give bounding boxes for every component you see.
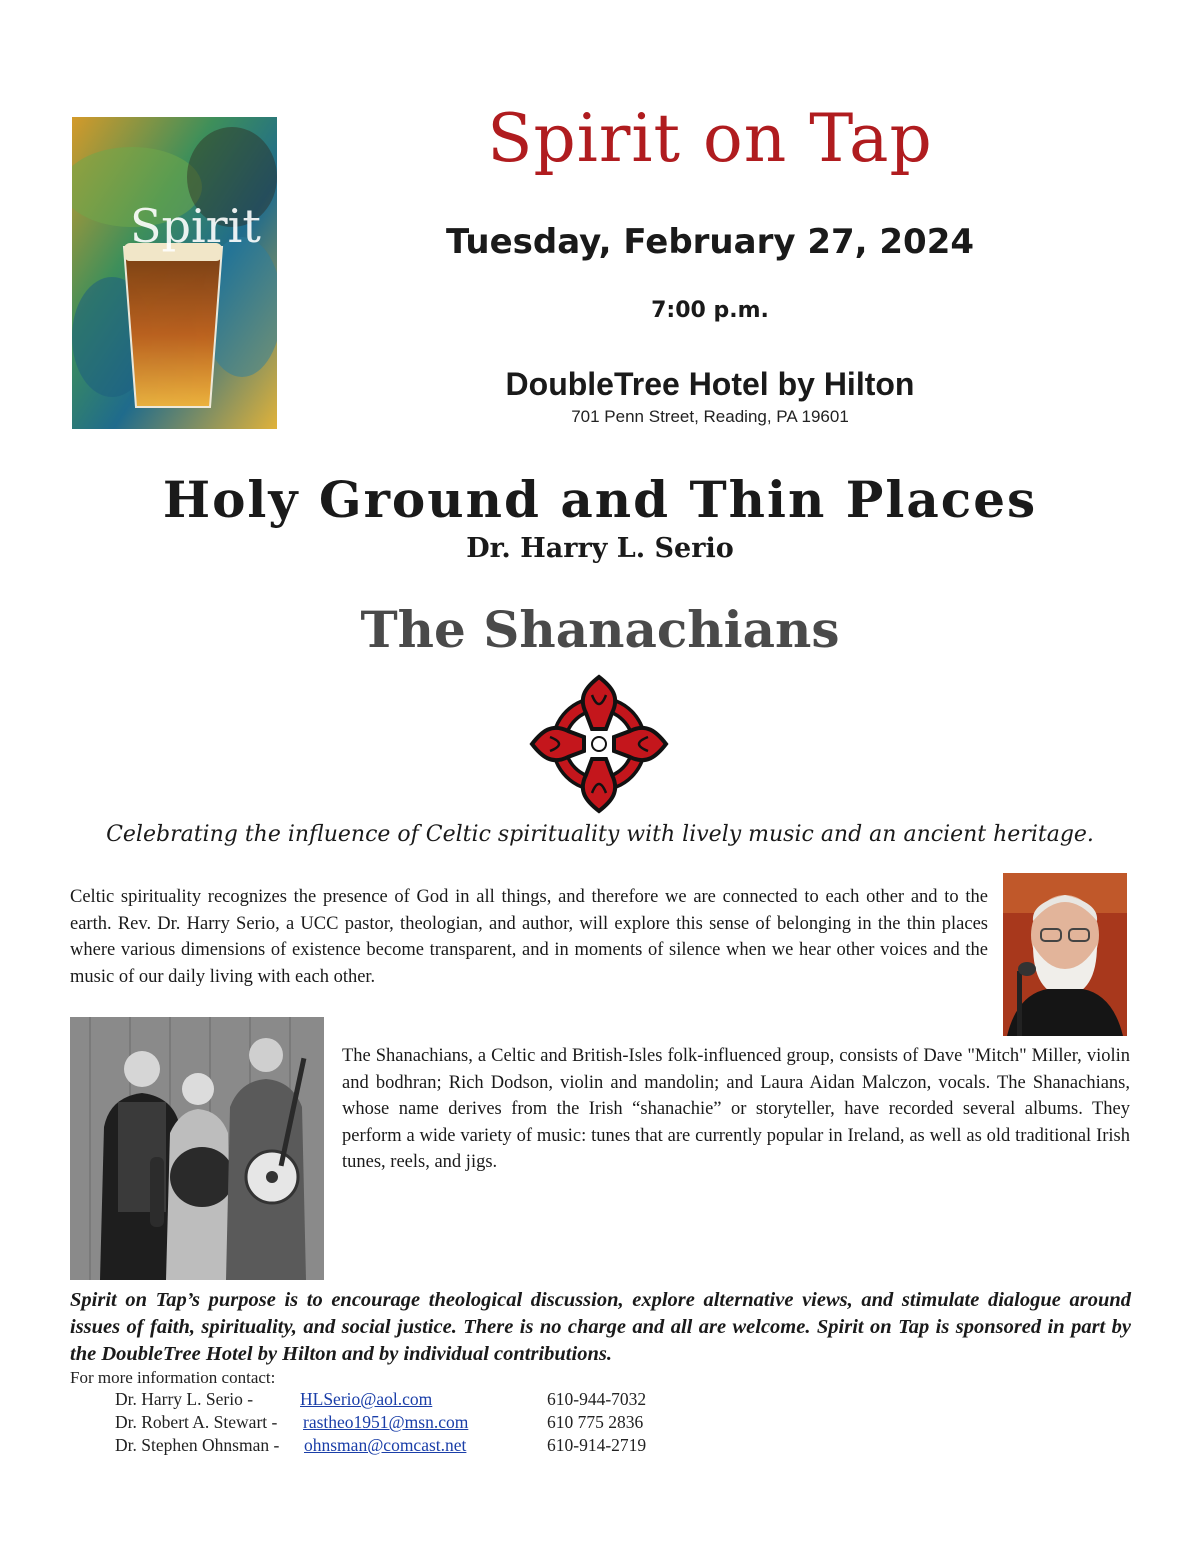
event-title: Holy Ground and Thin Places — [162, 470, 1038, 529]
contact-email-link[interactable]: ohnsman@comcast.net — [304, 1435, 467, 1455]
event-time: 7:00 p.m. — [651, 298, 769, 323]
contact-name: Dr. Harry L. Serio - — [115, 1389, 254, 1409]
contact-name: Dr. Stephen Ohnsman - — [115, 1435, 280, 1455]
speaker-photo — [1003, 873, 1127, 1036]
spirit-beer-logo-image — [72, 117, 277, 429]
speaker-name: Dr. Harry L. Serio — [466, 533, 734, 564]
contact-row — [115, 1412, 815, 1436]
purpose-statement: Spirit on Tap’s purpose is to encourage theological discussion, explore alternative views, and stimulate dialogue around issues of faith, spirituality, and social justice. There is no charge and all are welcome. Spirit on Tap is sponsored in part by the DoubleTree Hotel by Hilton and by individual contributions. — [70, 1289, 1131, 1365]
page-title: Spirit on Tap — [487, 100, 933, 177]
contact-name: Dr. Robert A. Stewart - — [115, 1412, 278, 1432]
event-date: Tuesday, February 27, 2024 — [445, 222, 975, 262]
contact-email-link[interactable]: rastheo1951@msn.com — [303, 1412, 469, 1432]
band-photo — [70, 1017, 324, 1280]
contact-phone: 610-944-7032 — [547, 1389, 647, 1409]
event-tagline: Celebrating the influence of Celtic spirituality with lively music and an ancient heritage. — [106, 822, 1094, 847]
band-name: The Shanachians — [360, 600, 840, 659]
contact-email-link[interactable]: HLSerio@aol.com — [300, 1389, 433, 1409]
contact-intro: For more information contact: — [70, 1368, 276, 1387]
band-description-paragraph: The Shanachians, a Celtic and British-Isles folk-influenced group, consists of Dave "Mitch" Miller, violin and bodhran; Rich Dodson, violin and mandolin; and Laura Aidan Malczon, vocals. The Shanachians, whose name derives from the Irish “shanachie” or storyteller, have recorded several albums. They perform a wide variety of music: tunes that are currently popular in Ireland, as well as old traditional Irish tunes, reels, and jigs. — [342, 1046, 1130, 1172]
contact-phone: 610 775 2836 — [547, 1412, 644, 1432]
intro-paragraph: Celtic spirituality recognizes the presence of God in all things, and therefore we are connected to each other and to the earth. Rev. Dr. Harry Serio, a UCC pastor, theologian, and author, will explore this sense of belonging in the thin places where various dimensions of existence become transparent, and in moments of silence when we hear other voices and the music of our daily living with each other. — [70, 887, 988, 987]
celtic-cross-icon — [528, 673, 670, 815]
logo-spirit-text: Spirit — [130, 199, 261, 253]
contact-row — [115, 1435, 815, 1459]
contact-row — [115, 1389, 815, 1413]
venue-address: 701 Penn Street, Reading, PA 19601 — [571, 407, 849, 426]
venue-name: DoubleTree Hotel by Hilton — [505, 366, 915, 402]
contact-phone: 610-914-2719 — [547, 1435, 647, 1455]
